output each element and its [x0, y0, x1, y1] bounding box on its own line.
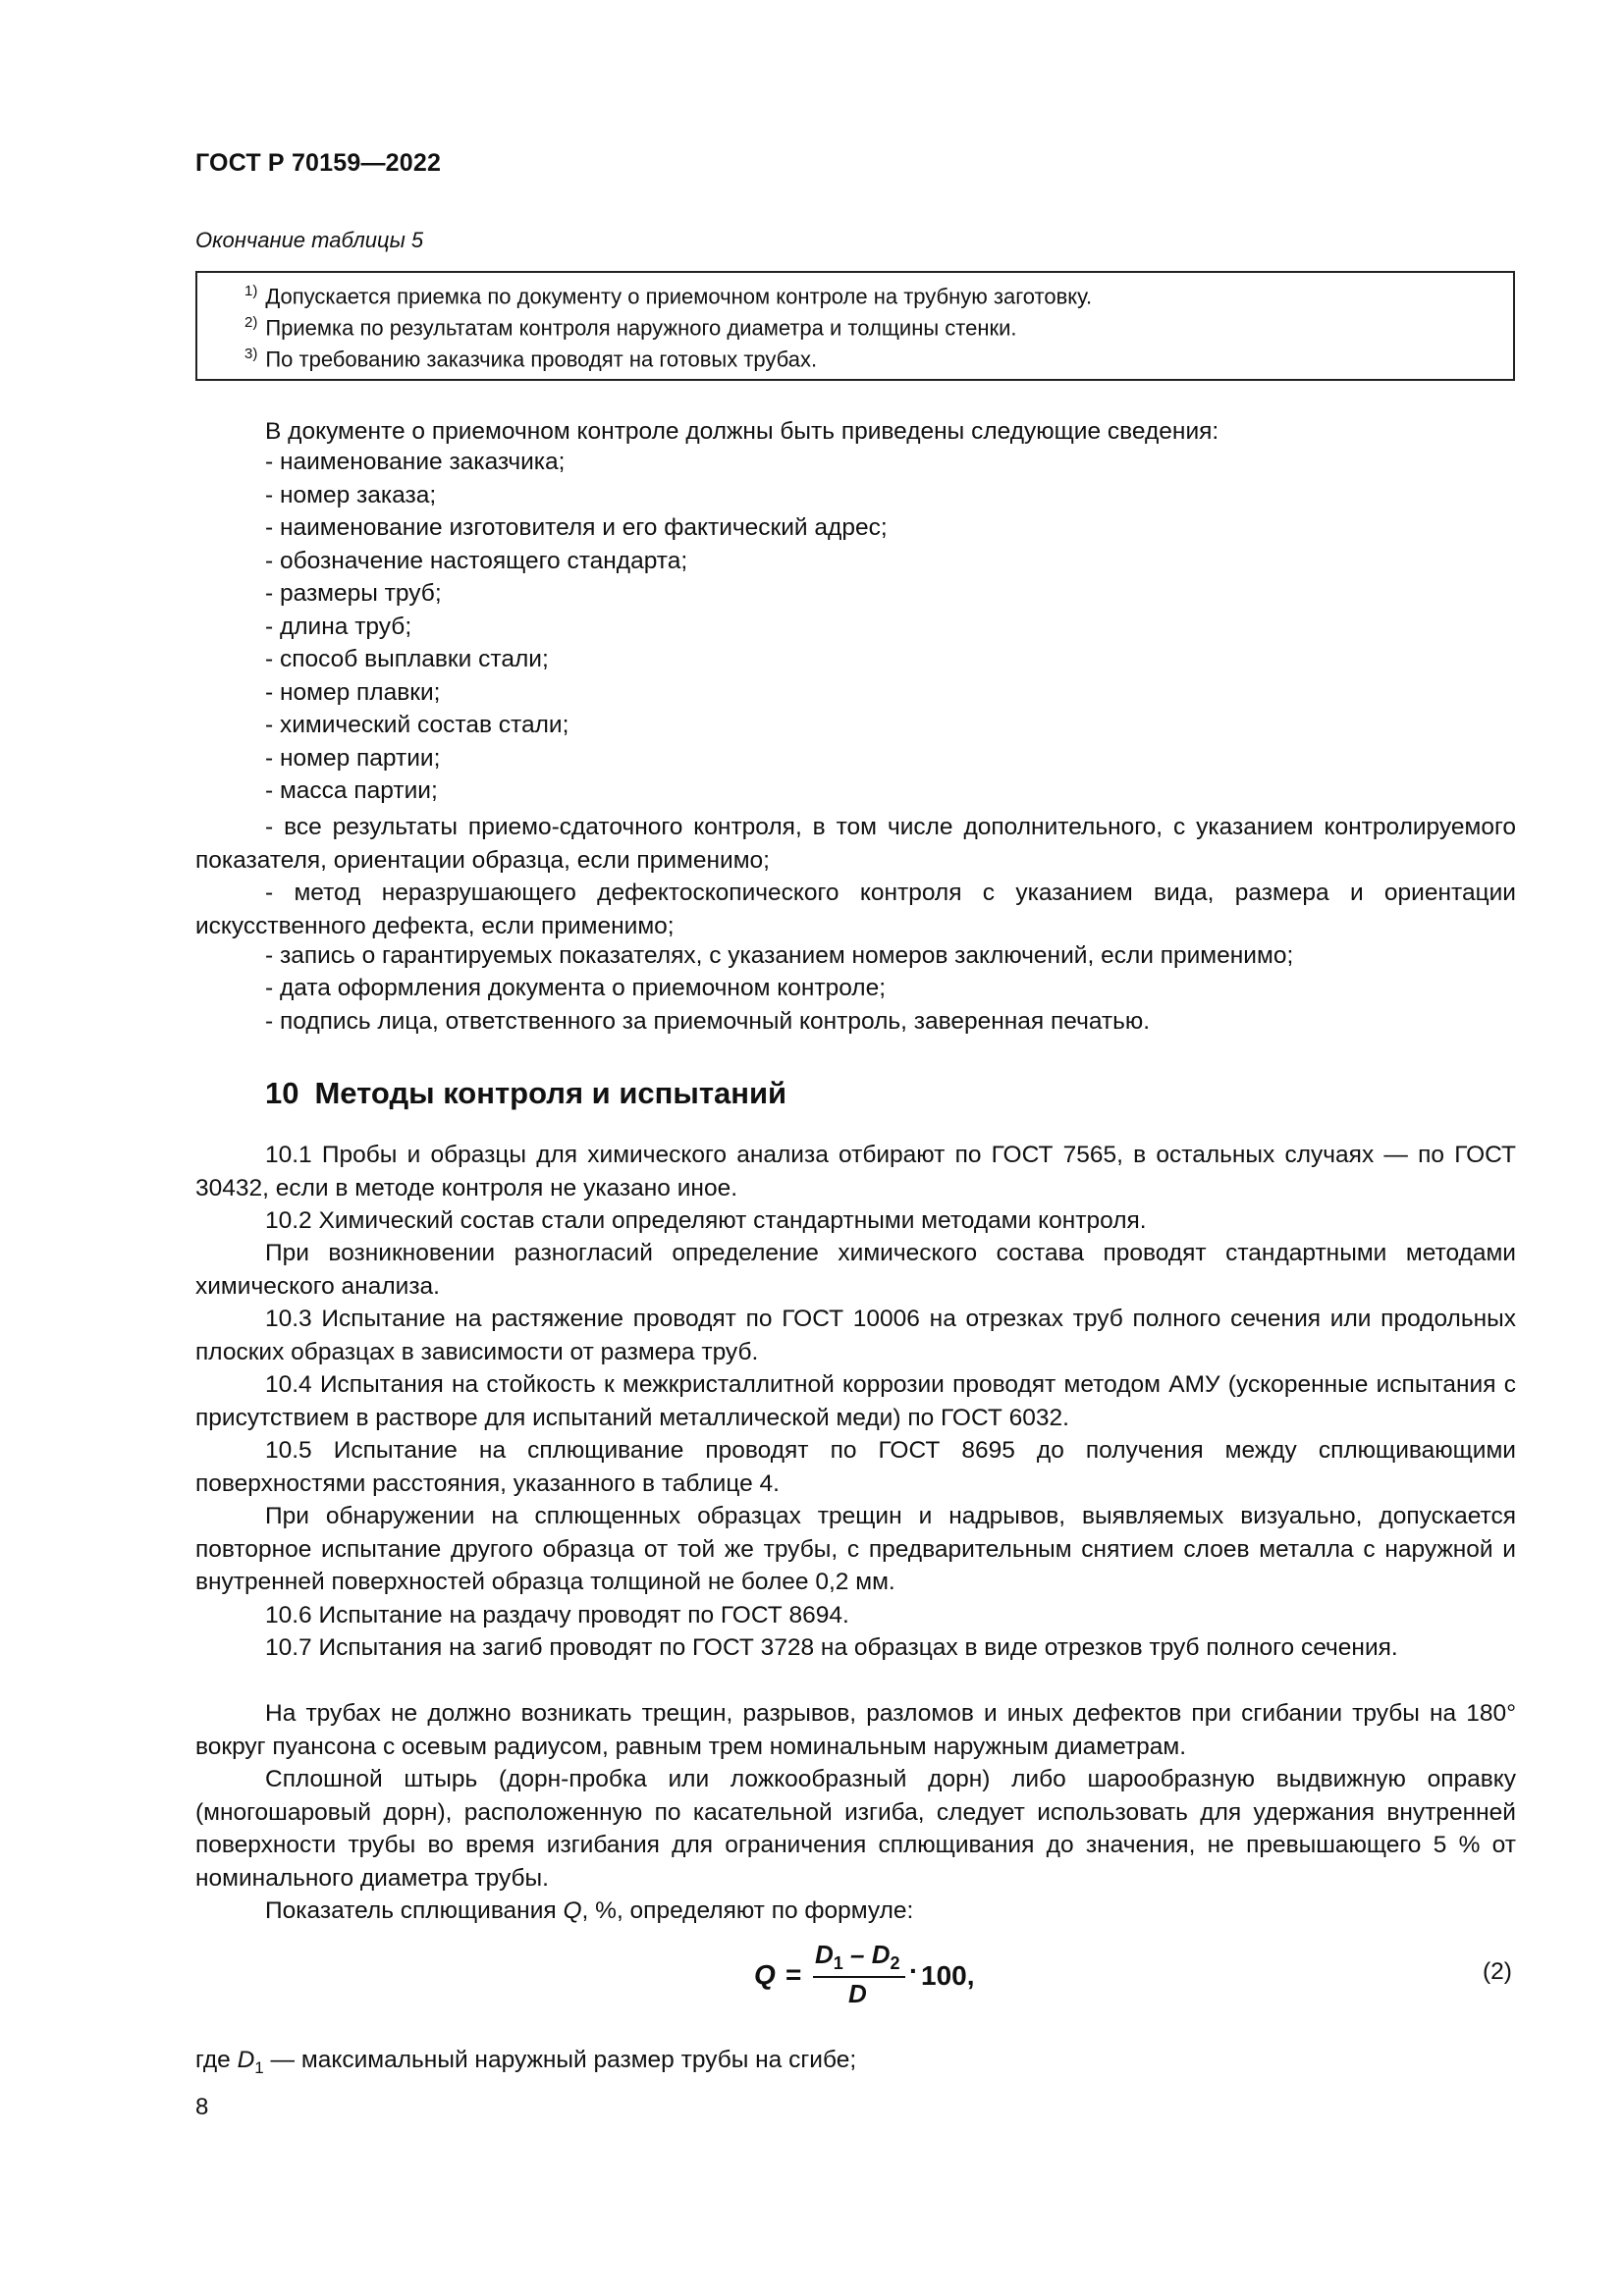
footnote-text: По требованию заказчика проводят на готовых трубах.: [265, 347, 818, 372]
list-item: - обозначение настоящего стандарта;: [265, 548, 688, 574]
formula-number: (2): [1483, 1958, 1512, 1985]
formula-num-a-sub: 1: [833, 1953, 843, 1974]
paragraph-10-7-formula-intro: [195, 1895, 1516, 1928]
formula-factor: 100,: [921, 1960, 975, 1991]
where-symbol-sub: 1: [254, 2057, 264, 2077]
standard-code-header: ГОСТ Р 70159—2022: [195, 149, 442, 177]
list-item: - наименование заказчика;: [265, 449, 566, 475]
list-item: - размеры труб;: [265, 580, 442, 607]
acceptance-doc-intro: В документе о приемочном контроле должны быть приведены следующие сведения:: [265, 418, 1219, 445]
list-item: - дата оформления документа о приемочном контроле;: [265, 975, 887, 1001]
footnote-text: Приемка по результатам контроля наружного диаметра и толщины стенки.: [265, 315, 1017, 341]
section-heading: [265, 1076, 786, 1111]
table-footnotes-box: [195, 271, 1515, 381]
flattening-formula: [746, 1940, 982, 2008]
fraction-bar: [813, 1976, 905, 1978]
list-item: - длина труб;: [265, 614, 412, 640]
list-item-results: - все результаты приемо-сдаточного контроля, в том числе дополнительного, с указанием контролируемого показателя, ориентации образца, если применимо;: [195, 814, 1516, 874]
list-item: - подпись лица, ответственного за приемочный контроль, заверенная печатью.: [265, 1008, 1151, 1035]
table-footnote: [244, 314, 1017, 341]
paragraph-10-3: 10.3 Испытание на растяжение проводят по ГОСТ 10006 на отрезках труб полного сечения или продольных плоских образцах в зависимости от размера труб.: [195, 1306, 1516, 1365]
footnote-mark: 2): [244, 314, 258, 331]
table-footnote: [244, 283, 1092, 309]
formula-intro-symbol: Q: [563, 1897, 582, 1924]
list-item-ndt: - метод неразрушающего дефектоскопического контроля с указанием вида, размера и ориентации искусственного дефекта, если применимо;: [195, 880, 1516, 939]
where-dash: —: [263, 2047, 301, 2073]
where-prefix: где: [195, 2047, 238, 2073]
list-item: - способ выплавки стали;: [265, 646, 549, 672]
footnote-text: Допускается приемка по документу о приемочном контроле на трубную заготовку.: [265, 284, 1093, 309]
paragraph-10-7-mandrel: Сплошной штырь (дорн-пробка или ложкообразный дорн) либо шарообразную выдвижную оправку (многошаровый дорн), расположенную по касательной изгиба, следует использовать для удержания внутренней поверхности трубы во время изгибания для ограничения сплющивания до значения, не превышающего 5 % от номинального диаметра трубы.: [195, 1766, 1516, 1892]
formula-num-b-sub: 2: [890, 1953, 900, 1974]
formula-minus: –: [842, 1940, 872, 1969]
list-item: - масса партии;: [265, 777, 438, 804]
paragraph-10-5: 10.5 Испытание на сплющивание проводят по ГОСТ 8695 до получения между сплющивающими поверхностями расстояния, указанного в таблице 4.: [195, 1437, 1516, 1497]
footnote-mark: 1): [244, 283, 258, 299]
paragraph-10-7: 10.7 Испытания на загиб проводят по ГОСТ 3728 на образцах в виде отрезков труб полного сечения.: [265, 1634, 1398, 1661]
table-continuation-caption: Окончание таблицы 5: [195, 228, 424, 252]
footnote-mark: 3): [244, 346, 258, 362]
formula-multiply: ·: [909, 1955, 919, 1986]
paragraph-10-6: 10.6 Испытание на раздачу проводят по ГОСТ 8694.: [265, 1602, 849, 1629]
formula-where-line: [195, 2047, 856, 2078]
paragraph-10-5-retest: При обнаружении на сплющенных образцах трещин и надрывов, выявляемых визуально, допускается повторное испытание другого образца от той же трубы, с предварительным снятием слоев металла с наружной и внутренней поверхностей образца толщиной не более 0,2 мм.: [195, 1503, 1516, 1595]
section-number: 10: [265, 1076, 299, 1110]
formula-intro-prefix: Показатель сплющивания: [265, 1897, 564, 1924]
section-title-text: Методы контроля и испытаний: [314, 1076, 787, 1110]
list-item: - запись о гарантируемых показателях, с указанием номеров заключений, если применимо;: [265, 942, 1294, 969]
formula-numerator: [815, 1940, 900, 1974]
where-symbol: D: [237, 2047, 255, 2073]
formula-equals: =: [785, 1959, 802, 1990]
formula-lhs: Q: [754, 1959, 776, 1990]
table-footnote: [244, 346, 817, 372]
list-item: - номер заказа;: [265, 482, 437, 508]
formula-num-a: D: [815, 1940, 834, 1969]
formula-intro-suffix: , %, определяют по формуле:: [581, 1897, 914, 1924]
list-item: - химический состав стали;: [265, 712, 569, 738]
paragraph-10-1: 10.1 Пробы и образцы для химического анализа отбирают по ГОСТ 7565, в остальных случаях — по ГОСТ 30432, если в методе контроля не указано иное.: [195, 1142, 1516, 1201]
where-text: максимальный наружный размер трубы на сгибе;: [300, 2047, 857, 2073]
paragraph-10-7-bend: На трубах не должно возникать трещин, разрывов, разломов и иных дефектов при сгибании трубы на 180° вокруг пуансона с осевым радиусом, равным трем номинальным наружным диаметрам.: [195, 1700, 1516, 1760]
list-item: - номер партии;: [265, 745, 441, 772]
formula-num-b: D: [871, 1940, 891, 1969]
paragraph-10-2-disagreement: При возникновении разногласий определение химического состава проводят стандартными методами химического анализа.: [195, 1240, 1516, 1300]
paragraph-10-2: 10.2 Химический состав стали определяют стандартными методами контроля.: [265, 1207, 1147, 1234]
list-item: - номер плавки;: [265, 679, 441, 706]
page-number: 8: [195, 2094, 209, 2120]
formula-denominator: D: [848, 1979, 867, 2008]
list-item: - наименование изготовителя и его фактический адрес;: [265, 514, 888, 541]
paragraph-10-4: 10.4 Испытания на стойкость к межкристаллитной коррозии проводят методом АМУ (ускоренные испытания с присутствием в растворе для испытаний металлической меди) по ГОСТ 6032.: [195, 1371, 1516, 1431]
